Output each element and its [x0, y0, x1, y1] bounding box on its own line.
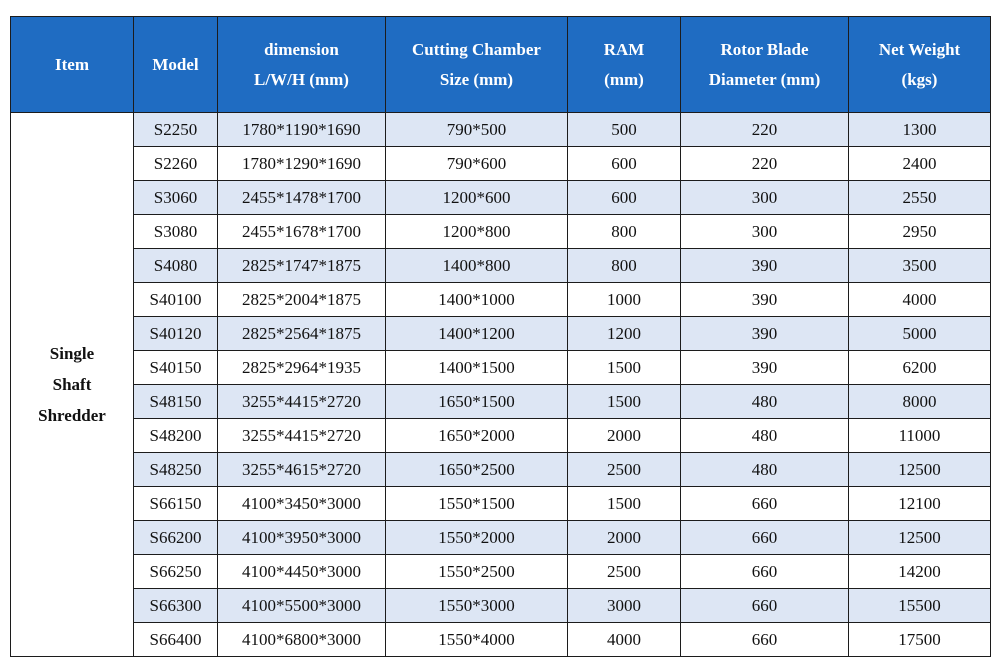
table-row	[11, 249, 991, 283]
table-row	[11, 521, 991, 555]
rotor-cell: 660	[681, 589, 849, 623]
ram-cell: 1500	[568, 385, 681, 419]
dimension-cell: 2825*2004*1875	[218, 283, 386, 317]
weight-cell: 14200	[849, 555, 991, 589]
header-model	[134, 17, 218, 113]
header-chamber	[386, 17, 568, 113]
table-row	[11, 283, 991, 317]
ram-cell: 800	[568, 249, 681, 283]
ram-cell: 500	[568, 113, 681, 147]
model-cell: S66150	[134, 487, 218, 521]
weight-cell: 1300	[849, 113, 991, 147]
header-dimension	[218, 17, 386, 113]
dimension-cell: 2825*2964*1935	[218, 351, 386, 385]
model-cell: S48150	[134, 385, 218, 419]
header-ram-line-2: (mm)	[604, 69, 644, 89]
rotor-cell: 390	[681, 317, 849, 351]
rotor-cell: 660	[681, 521, 849, 555]
ram-cell: 1000	[568, 283, 681, 317]
ram-cell: 800	[568, 215, 681, 249]
ram-cell: 2500	[568, 453, 681, 487]
rotor-cell: 390	[681, 351, 849, 385]
table-row	[11, 419, 991, 453]
ram-cell: 2500	[568, 555, 681, 589]
model-cell: S40100	[134, 283, 218, 317]
chamber-cell: 1650*2000	[386, 419, 568, 453]
weight-cell: 17500	[849, 623, 991, 657]
model-cell: S66200	[134, 521, 218, 555]
chamber-cell: 1400*1200	[386, 317, 568, 351]
chamber-cell: 790*600	[386, 147, 568, 181]
rotor-cell: 390	[681, 283, 849, 317]
table-header	[11, 17, 991, 113]
weight-cell: 2950	[849, 215, 991, 249]
chamber-cell: 1400*800	[386, 249, 568, 283]
model-cell: S2260	[134, 147, 218, 181]
chamber-cell: 1400*1500	[386, 351, 568, 385]
table-row	[11, 317, 991, 351]
table-row	[11, 147, 991, 181]
dimension-cell: 4100*3450*3000	[218, 487, 386, 521]
header-rotor	[681, 17, 849, 113]
header-weight	[849, 17, 991, 113]
model-cell: S40150	[134, 351, 218, 385]
weight-cell: 4000	[849, 283, 991, 317]
model-cell: S3080	[134, 215, 218, 249]
table-body	[11, 113, 991, 657]
chamber-cell: 1550*2000	[386, 521, 568, 555]
header-ram-line-1: RAM	[603, 39, 645, 59]
table-row	[11, 623, 991, 657]
header-ram	[568, 17, 681, 113]
table-row	[11, 453, 991, 487]
ram-cell: 1500	[568, 487, 681, 521]
dimension-cell: 4100*4450*3000	[218, 555, 386, 589]
dimension-cell: 1780*1190*1690	[218, 113, 386, 147]
dimension-cell: 1780*1290*1690	[218, 147, 386, 181]
ram-cell: 3000	[568, 589, 681, 623]
rotor-cell: 390	[681, 249, 849, 283]
dimension-cell: 3255*4415*2720	[218, 419, 386, 453]
header-dimension-line-2: L/W/H (mm)	[254, 69, 349, 89]
header-item-line: Item	[55, 54, 89, 74]
rotor-cell: 220	[681, 113, 849, 147]
chamber-cell: 1550*4000	[386, 623, 568, 657]
model-cell: S48250	[134, 453, 218, 487]
weight-cell: 6200	[849, 351, 991, 385]
chamber-cell: 1550*1500	[386, 487, 568, 521]
ram-cell: 4000	[568, 623, 681, 657]
header-weight-line-1: Net Weight	[878, 39, 961, 59]
chamber-cell: 1200*600	[386, 181, 568, 215]
table-row	[11, 555, 991, 589]
model-cell: S2250	[134, 113, 218, 147]
rotor-cell: 480	[681, 453, 849, 487]
rotor-cell: 660	[681, 487, 849, 521]
rotor-cell: 660	[681, 555, 849, 589]
header-rotor-line-1: Rotor Blade	[720, 39, 809, 59]
table-row	[11, 385, 991, 419]
dimension-cell: 4100*6800*3000	[218, 623, 386, 657]
header-chamber-line-2: Size (mm)	[439, 69, 514, 89]
model-cell: S66300	[134, 589, 218, 623]
ram-cell: 600	[568, 147, 681, 181]
dimension-cell: 3255*4615*2720	[218, 453, 386, 487]
table-row	[11, 487, 991, 521]
weight-cell: 11000	[849, 419, 991, 453]
dimension-cell: 2825*2564*1875	[218, 317, 386, 351]
rotor-cell: 300	[681, 181, 849, 215]
dimension-cell: 4100*5500*3000	[218, 589, 386, 623]
weight-cell: 5000	[849, 317, 991, 351]
model-cell: S3060	[134, 181, 218, 215]
shredder-spec-table	[10, 16, 991, 657]
table-row	[11, 351, 991, 385]
header-row	[11, 17, 991, 113]
chamber-cell: 1400*1000	[386, 283, 568, 317]
model-cell: S66250	[134, 555, 218, 589]
item-label-line: Shredder	[38, 406, 106, 425]
weight-cell: 12100	[849, 487, 991, 521]
weight-cell: 2400	[849, 147, 991, 181]
header-dimension-line-1: dimension	[264, 39, 339, 59]
dimension-cell: 4100*3950*3000	[218, 521, 386, 555]
weight-cell: 8000	[849, 385, 991, 419]
chamber-cell: 790*500	[386, 113, 568, 147]
ram-cell: 2000	[568, 419, 681, 453]
header-rotor-line-2: Diameter (mm)	[708, 69, 821, 89]
dimension-cell: 3255*4415*2720	[218, 385, 386, 419]
item-label-line: Shaft	[52, 375, 92, 394]
header-chamber-line-1: Cutting Chamber	[412, 39, 541, 59]
rotor-cell: 480	[681, 419, 849, 453]
ram-cell: 1500	[568, 351, 681, 385]
table-row	[11, 589, 991, 623]
weight-cell: 3500	[849, 249, 991, 283]
rotor-cell: 300	[681, 215, 849, 249]
weight-cell: 15500	[849, 589, 991, 623]
chamber-cell: 1550*3000	[386, 589, 568, 623]
rotor-cell: 660	[681, 623, 849, 657]
ram-cell: 600	[568, 181, 681, 215]
item-cell	[11, 113, 134, 657]
model-cell: S66400	[134, 623, 218, 657]
chamber-cell: 1200*800	[386, 215, 568, 249]
dimension-cell: 2455*1678*1700	[218, 215, 386, 249]
ram-cell: 1200	[568, 317, 681, 351]
weight-cell: 2550	[849, 181, 991, 215]
rotor-cell: 480	[681, 385, 849, 419]
chamber-cell: 1550*2500	[386, 555, 568, 589]
weight-cell: 12500	[849, 521, 991, 555]
header-item	[11, 17, 134, 113]
rotor-cell: 220	[681, 147, 849, 181]
model-cell: S4080	[134, 249, 218, 283]
dimension-cell: 2455*1478*1700	[218, 181, 386, 215]
table-row	[11, 181, 991, 215]
table-row	[11, 215, 991, 249]
header-weight-line-2: (kgs)	[901, 69, 938, 89]
ram-cell: 2000	[568, 521, 681, 555]
header-model-line: Model	[152, 54, 199, 74]
weight-cell: 12500	[849, 453, 991, 487]
dimension-cell: 2825*1747*1875	[218, 249, 386, 283]
model-cell: S48200	[134, 419, 218, 453]
model-cell: S40120	[134, 317, 218, 351]
table-row	[11, 113, 991, 147]
chamber-cell: 1650*2500	[386, 453, 568, 487]
chamber-cell: 1650*1500	[386, 385, 568, 419]
item-label-line: Single	[49, 344, 95, 363]
